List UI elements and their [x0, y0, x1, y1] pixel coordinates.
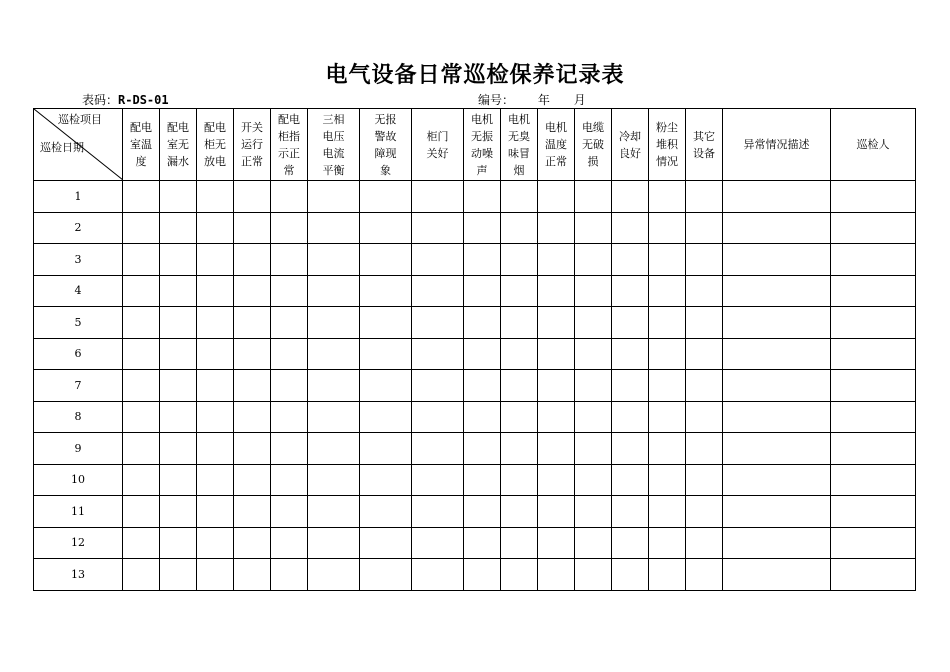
- entry-cell[interactable]: [575, 181, 612, 213]
- entry-cell[interactable]: [360, 559, 412, 591]
- column-header: [686, 109, 723, 181]
- column-header: [612, 109, 649, 181]
- entry-cell[interactable]: [271, 338, 308, 370]
- entry-cell[interactable]: [123, 212, 160, 244]
- entry-cell[interactable]: [612, 464, 649, 496]
- entry-cell[interactable]: [649, 496, 686, 528]
- entry-cell[interactable]: [612, 401, 649, 433]
- entry-cell[interactable]: [686, 212, 723, 244]
- entry-cell[interactable]: [234, 275, 271, 307]
- table-row: [34, 433, 916, 465]
- entry-cell[interactable]: [575, 401, 612, 433]
- entry-cell[interactable]: [308, 496, 360, 528]
- entry-cell[interactable]: [412, 464, 464, 496]
- entry-cell[interactable]: [123, 496, 160, 528]
- entry-cell[interactable]: [160, 181, 197, 213]
- form-code: [82, 91, 169, 108]
- entry-cell[interactable]: [831, 212, 916, 244]
- column-header: [412, 109, 464, 181]
- entry-cell[interactable]: [160, 401, 197, 433]
- entry-cell[interactable]: [649, 464, 686, 496]
- entry-cell[interactable]: [723, 338, 831, 370]
- entry-cell[interactable]: [612, 181, 649, 213]
- entry-cell[interactable]: [360, 244, 412, 276]
- entry-cell[interactable]: [197, 370, 234, 402]
- corner-item-label: 巡检项目: [58, 113, 102, 126]
- entry-cell[interactable]: [538, 370, 575, 402]
- entry-cell[interactable]: [831, 401, 916, 433]
- corner-header: [34, 109, 123, 181]
- entry-cell[interactable]: [360, 527, 412, 559]
- entry-cell[interactable]: [234, 181, 271, 213]
- entry-cell[interactable]: [123, 244, 160, 276]
- entry-cell[interactable]: [234, 559, 271, 591]
- entry-cell[interactable]: [686, 275, 723, 307]
- table-row: [34, 212, 916, 244]
- entry-cell[interactable]: [160, 496, 197, 528]
- entry-cell[interactable]: [197, 559, 234, 591]
- entry-cell[interactable]: [612, 338, 649, 370]
- column-header: [123, 109, 160, 181]
- column-header: [649, 109, 686, 181]
- entry-cell[interactable]: [160, 559, 197, 591]
- entry-cell[interactable]: [412, 181, 464, 213]
- entry-cell[interactable]: [612, 212, 649, 244]
- column-header-label: 无报 警故 障现 象: [374, 112, 397, 177]
- entry-cell[interactable]: [649, 307, 686, 339]
- column-header-label: 其它 设备: [693, 129, 715, 160]
- table-row: [34, 527, 916, 559]
- entry-cell[interactable]: [234, 370, 271, 402]
- month-label: 月: [573, 93, 586, 107]
- entry-cell[interactable]: [501, 527, 538, 559]
- entry-cell[interactable]: [501, 559, 538, 591]
- corner-date-label: 巡检日期: [40, 141, 84, 154]
- entry-cell[interactable]: [538, 244, 575, 276]
- year-label: 年: [537, 93, 550, 107]
- entry-cell[interactable]: [360, 275, 412, 307]
- entry-cell[interactable]: [464, 370, 501, 402]
- entry-cell[interactable]: [649, 212, 686, 244]
- entry-cell[interactable]: [271, 401, 308, 433]
- entry-cell[interactable]: [575, 370, 612, 402]
- table-row: [34, 464, 916, 496]
- column-header: [575, 109, 612, 181]
- entry-cell[interactable]: [412, 275, 464, 307]
- entry-cell[interactable]: [831, 338, 916, 370]
- entry-cell[interactable]: [575, 527, 612, 559]
- entry-cell[interactable]: [831, 181, 916, 213]
- entry-cell[interactable]: [123, 338, 160, 370]
- entry-cell[interactable]: [686, 464, 723, 496]
- entry-cell[interactable]: [308, 401, 360, 433]
- entry-cell[interactable]: [538, 338, 575, 370]
- entry-cell[interactable]: [612, 496, 649, 528]
- row-day-number: 8: [34, 401, 123, 433]
- entry-cell[interactable]: [686, 559, 723, 591]
- entry-cell[interactable]: [686, 527, 723, 559]
- entry-cell[interactable]: [612, 244, 649, 276]
- entry-cell[interactable]: [538, 275, 575, 307]
- entry-cell[interactable]: [160, 212, 197, 244]
- column-header-label: 巡检人: [856, 138, 890, 151]
- table-row: [34, 401, 916, 433]
- entry-cell[interactable]: [649, 181, 686, 213]
- entry-cell[interactable]: [501, 307, 538, 339]
- entry-cell[interactable]: [308, 244, 360, 276]
- form-number: [478, 91, 592, 108]
- entry-cell[interactable]: [360, 370, 412, 402]
- entry-cell[interactable]: [160, 338, 197, 370]
- table-row: [34, 244, 916, 276]
- entry-cell[interactable]: [575, 307, 612, 339]
- entry-cell[interactable]: [723, 464, 831, 496]
- entry-cell[interactable]: [308, 370, 360, 402]
- entry-cell[interactable]: [360, 338, 412, 370]
- column-header-label: 配电 柜指 示正 常: [278, 112, 300, 177]
- row-day-number: 3: [34, 244, 123, 276]
- entry-cell[interactable]: [308, 527, 360, 559]
- column-header-label: 冷却 良好: [619, 129, 641, 160]
- entry-cell[interactable]: [271, 464, 308, 496]
- entry-cell[interactable]: [649, 559, 686, 591]
- column-header-label: 电缆 无破 损: [582, 121, 604, 168]
- entry-cell[interactable]: [360, 464, 412, 496]
- entry-cell[interactable]: [160, 464, 197, 496]
- entry-cell[interactable]: [464, 527, 501, 559]
- entry-cell[interactable]: [160, 244, 197, 276]
- table-row: [34, 338, 916, 370]
- row-day-number: 7: [34, 370, 123, 402]
- entry-cell[interactable]: [501, 181, 538, 213]
- entry-cell[interactable]: [464, 401, 501, 433]
- entry-cell[interactable]: [501, 244, 538, 276]
- entry-cell[interactable]: [271, 527, 308, 559]
- entry-cell[interactable]: [197, 212, 234, 244]
- entry-cell[interactable]: [831, 464, 916, 496]
- entry-cell[interactable]: [612, 275, 649, 307]
- entry-cell[interactable]: [412, 401, 464, 433]
- entry-cell[interactable]: [123, 464, 160, 496]
- entry-cell[interactable]: [612, 370, 649, 402]
- table-row: [34, 275, 916, 307]
- form-title: 电气设备日常巡检保养记录表: [325, 63, 625, 88]
- entry-cell[interactable]: [123, 559, 160, 591]
- entry-cell[interactable]: [197, 275, 234, 307]
- entry-cell[interactable]: [412, 527, 464, 559]
- entry-cell[interactable]: [686, 307, 723, 339]
- entry-cell[interactable]: [160, 370, 197, 402]
- entry-cell[interactable]: [501, 496, 538, 528]
- column-header-label: 异常情况描述: [743, 138, 810, 151]
- entry-cell[interactable]: [649, 275, 686, 307]
- entry-cell[interactable]: [308, 181, 360, 213]
- entry-cell[interactable]: [612, 527, 649, 559]
- entry-cell[interactable]: [160, 275, 197, 307]
- entry-cell[interactable]: [464, 464, 501, 496]
- entry-cell[interactable]: [723, 559, 831, 591]
- column-header: [831, 109, 916, 181]
- entry-cell[interactable]: [308, 212, 360, 244]
- entry-cell[interactable]: [197, 464, 234, 496]
- entry-cell[interactable]: [464, 307, 501, 339]
- row-day-number: 10: [34, 464, 123, 496]
- column-header-label: 配电 室无 漏水: [167, 121, 189, 168]
- entry-cell[interactable]: [538, 307, 575, 339]
- entry-cell[interactable]: [308, 433, 360, 465]
- entry-cell[interactable]: [686, 244, 723, 276]
- entry-cell[interactable]: [501, 401, 538, 433]
- entry-cell[interactable]: [501, 212, 538, 244]
- entry-cell[interactable]: [464, 433, 501, 465]
- entry-cell[interactable]: [538, 527, 575, 559]
- column-header-label: 粉尘 堆积 情况: [656, 121, 678, 168]
- entry-cell[interactable]: [686, 433, 723, 465]
- entry-cell[interactable]: [723, 401, 831, 433]
- entry-cell[interactable]: [123, 275, 160, 307]
- entry-cell[interactable]: [271, 433, 308, 465]
- entry-cell[interactable]: [271, 212, 308, 244]
- column-header-label: 电机 温度 正常: [545, 121, 567, 168]
- form-code-label: 表码：: [82, 93, 119, 107]
- entry-cell[interactable]: [501, 338, 538, 370]
- entry-cell[interactable]: [464, 338, 501, 370]
- column-header-label: 配电 室温 度: [130, 121, 152, 168]
- entry-cell[interactable]: [464, 212, 501, 244]
- entry-cell[interactable]: [538, 401, 575, 433]
- column-header: [464, 109, 501, 181]
- entry-cell[interactable]: [234, 464, 271, 496]
- entry-cell[interactable]: [197, 338, 234, 370]
- entry-cell[interactable]: [723, 370, 831, 402]
- column-header-label: 电机 无臭 味冒 烟: [508, 112, 530, 177]
- column-header-label: 三相 电压 电流 平衡: [322, 112, 345, 177]
- entry-cell[interactable]: [501, 433, 538, 465]
- entry-cell[interactable]: [308, 338, 360, 370]
- entry-cell[interactable]: [271, 496, 308, 528]
- entry-cell[interactable]: [160, 433, 197, 465]
- entry-cell[interactable]: [538, 433, 575, 465]
- entry-cell[interactable]: [686, 370, 723, 402]
- entry-cell[interactable]: [575, 244, 612, 276]
- entry-cell[interactable]: [412, 307, 464, 339]
- entry-cell[interactable]: [612, 433, 649, 465]
- entry-cell[interactable]: [160, 307, 197, 339]
- entry-cell[interactable]: [271, 307, 308, 339]
- table-row: [34, 559, 916, 591]
- entry-cell[interactable]: [197, 433, 234, 465]
- entry-cell[interactable]: [234, 212, 271, 244]
- column-header: [538, 109, 575, 181]
- entry-cell[interactable]: [723, 307, 831, 339]
- entry-cell[interactable]: [575, 275, 612, 307]
- entry-cell[interactable]: [412, 212, 464, 244]
- entry-cell[interactable]: [723, 181, 831, 213]
- table-row: [34, 307, 916, 339]
- column-header: [308, 109, 360, 181]
- entry-cell[interactable]: [271, 370, 308, 402]
- column-header-label: 开关 运行 正常: [241, 121, 263, 168]
- column-header-label: 电机 无振 动噪 声: [471, 112, 493, 177]
- entry-cell[interactable]: [412, 433, 464, 465]
- entry-cell[interactable]: [723, 496, 831, 528]
- entry-cell[interactable]: [575, 464, 612, 496]
- entry-cell[interactable]: [538, 464, 575, 496]
- entry-cell[interactable]: [686, 338, 723, 370]
- entry-cell[interactable]: [360, 401, 412, 433]
- entry-cell[interactable]: [160, 527, 197, 559]
- table-row: [34, 370, 916, 402]
- entry-cell[interactable]: [308, 275, 360, 307]
- entry-cell[interactable]: [412, 496, 464, 528]
- entry-cell[interactable]: [123, 307, 160, 339]
- entry-cell[interactable]: [538, 181, 575, 213]
- entry-cell[interactable]: [412, 559, 464, 591]
- entry-cell[interactable]: [723, 275, 831, 307]
- entry-cell[interactable]: [831, 527, 916, 559]
- entry-cell[interactable]: [575, 338, 612, 370]
- entry-cell[interactable]: [575, 212, 612, 244]
- entry-cell[interactable]: [464, 559, 501, 591]
- row-day-number: 13: [34, 559, 123, 591]
- entry-cell[interactable]: [123, 370, 160, 402]
- entry-cell[interactable]: [723, 244, 831, 276]
- entry-cell[interactable]: [360, 307, 412, 339]
- entry-cell[interactable]: [464, 496, 501, 528]
- entry-cell[interactable]: [197, 401, 234, 433]
- entry-cell[interactable]: [575, 496, 612, 528]
- entry-cell[interactable]: [234, 401, 271, 433]
- column-header-label: 柜门 关好: [426, 129, 449, 160]
- entry-cell[interactable]: [686, 181, 723, 213]
- form-code-value: R-DS-01: [118, 93, 169, 107]
- row-day-number: 4: [34, 275, 123, 307]
- column-header: [501, 109, 538, 181]
- entry-cell[interactable]: [831, 244, 916, 276]
- row-day-number: 12: [34, 527, 123, 559]
- entry-cell[interactable]: [123, 433, 160, 465]
- entry-cell[interactable]: [123, 527, 160, 559]
- entry-cell[interactable]: [649, 370, 686, 402]
- entry-cell[interactable]: [197, 181, 234, 213]
- entry-cell[interactable]: [831, 307, 916, 339]
- number-label: 编号：: [478, 93, 515, 107]
- entry-cell[interactable]: [308, 464, 360, 496]
- entry-cell[interactable]: [538, 559, 575, 591]
- entry-cell[interactable]: [464, 181, 501, 213]
- entry-cell[interactable]: [234, 433, 271, 465]
- entry-cell[interactable]: [612, 307, 649, 339]
- entry-cell[interactable]: [831, 275, 916, 307]
- entry-cell[interactable]: [649, 244, 686, 276]
- entry-cell[interactable]: [197, 244, 234, 276]
- row-day-number: 11: [34, 496, 123, 528]
- row-day-number: 9: [34, 433, 123, 465]
- entry-cell[interactable]: [575, 433, 612, 465]
- entry-cell[interactable]: [234, 307, 271, 339]
- entry-cell[interactable]: [308, 559, 360, 591]
- entry-cell[interactable]: [686, 496, 723, 528]
- entry-cell[interactable]: [197, 496, 234, 528]
- entry-cell[interactable]: [464, 244, 501, 276]
- entry-cell[interactable]: [501, 464, 538, 496]
- entry-cell[interactable]: [649, 338, 686, 370]
- entry-cell[interactable]: [234, 496, 271, 528]
- entry-cell[interactable]: [271, 181, 308, 213]
- column-header: [271, 109, 308, 181]
- entry-cell[interactable]: [360, 212, 412, 244]
- entry-cell[interactable]: [538, 496, 575, 528]
- inspection-table: [33, 108, 916, 591]
- entry-cell[interactable]: [538, 212, 575, 244]
- entry-cell[interactable]: [649, 401, 686, 433]
- column-header-label: 配电 柜无 放电: [204, 121, 226, 168]
- entry-cell[interactable]: [831, 559, 916, 591]
- column-header: [197, 109, 234, 181]
- entry-cell[interactable]: [501, 275, 538, 307]
- entry-cell[interactable]: [360, 496, 412, 528]
- entry-cell[interactable]: [501, 370, 538, 402]
- entry-cell[interactable]: [831, 433, 916, 465]
- table-row: [34, 181, 916, 213]
- entry-cell[interactable]: [723, 212, 831, 244]
- column-header: [160, 109, 197, 181]
- row-day-number: 6: [34, 338, 123, 370]
- entry-cell[interactable]: [649, 433, 686, 465]
- entry-cell[interactable]: [271, 244, 308, 276]
- entry-cell[interactable]: [612, 559, 649, 591]
- entry-cell[interactable]: [723, 527, 831, 559]
- column-header: [360, 109, 412, 181]
- entry-cell[interactable]: [234, 338, 271, 370]
- entry-cell[interactable]: [649, 527, 686, 559]
- entry-cell[interactable]: [308, 307, 360, 339]
- entry-cell[interactable]: [360, 433, 412, 465]
- entry-cell[interactable]: [360, 181, 412, 213]
- row-day-number: 5: [34, 307, 123, 339]
- entry-cell[interactable]: [464, 275, 501, 307]
- entry-cell[interactable]: [686, 401, 723, 433]
- entry-cell[interactable]: [271, 275, 308, 307]
- entry-cell[interactable]: [123, 181, 160, 213]
- row-day-number: 1: [34, 181, 123, 213]
- entry-cell[interactable]: [412, 370, 464, 402]
- entry-cell[interactable]: [234, 527, 271, 559]
- row-day-number: 2: [34, 212, 123, 244]
- entry-cell[interactable]: [412, 338, 464, 370]
- table-row: [34, 496, 916, 528]
- entry-cell[interactable]: [723, 433, 831, 465]
- entry-cell[interactable]: [271, 559, 308, 591]
- entry-cell[interactable]: [831, 496, 916, 528]
- column-header: [234, 109, 271, 181]
- column-header: [723, 109, 831, 181]
- entry-cell[interactable]: [412, 244, 464, 276]
- entry-cell[interactable]: [575, 559, 612, 591]
- entry-cell[interactable]: [197, 527, 234, 559]
- entry-cell[interactable]: [123, 401, 160, 433]
- entry-cell[interactable]: [831, 370, 916, 402]
- entry-cell[interactable]: [234, 244, 271, 276]
- entry-cell[interactable]: [197, 307, 234, 339]
